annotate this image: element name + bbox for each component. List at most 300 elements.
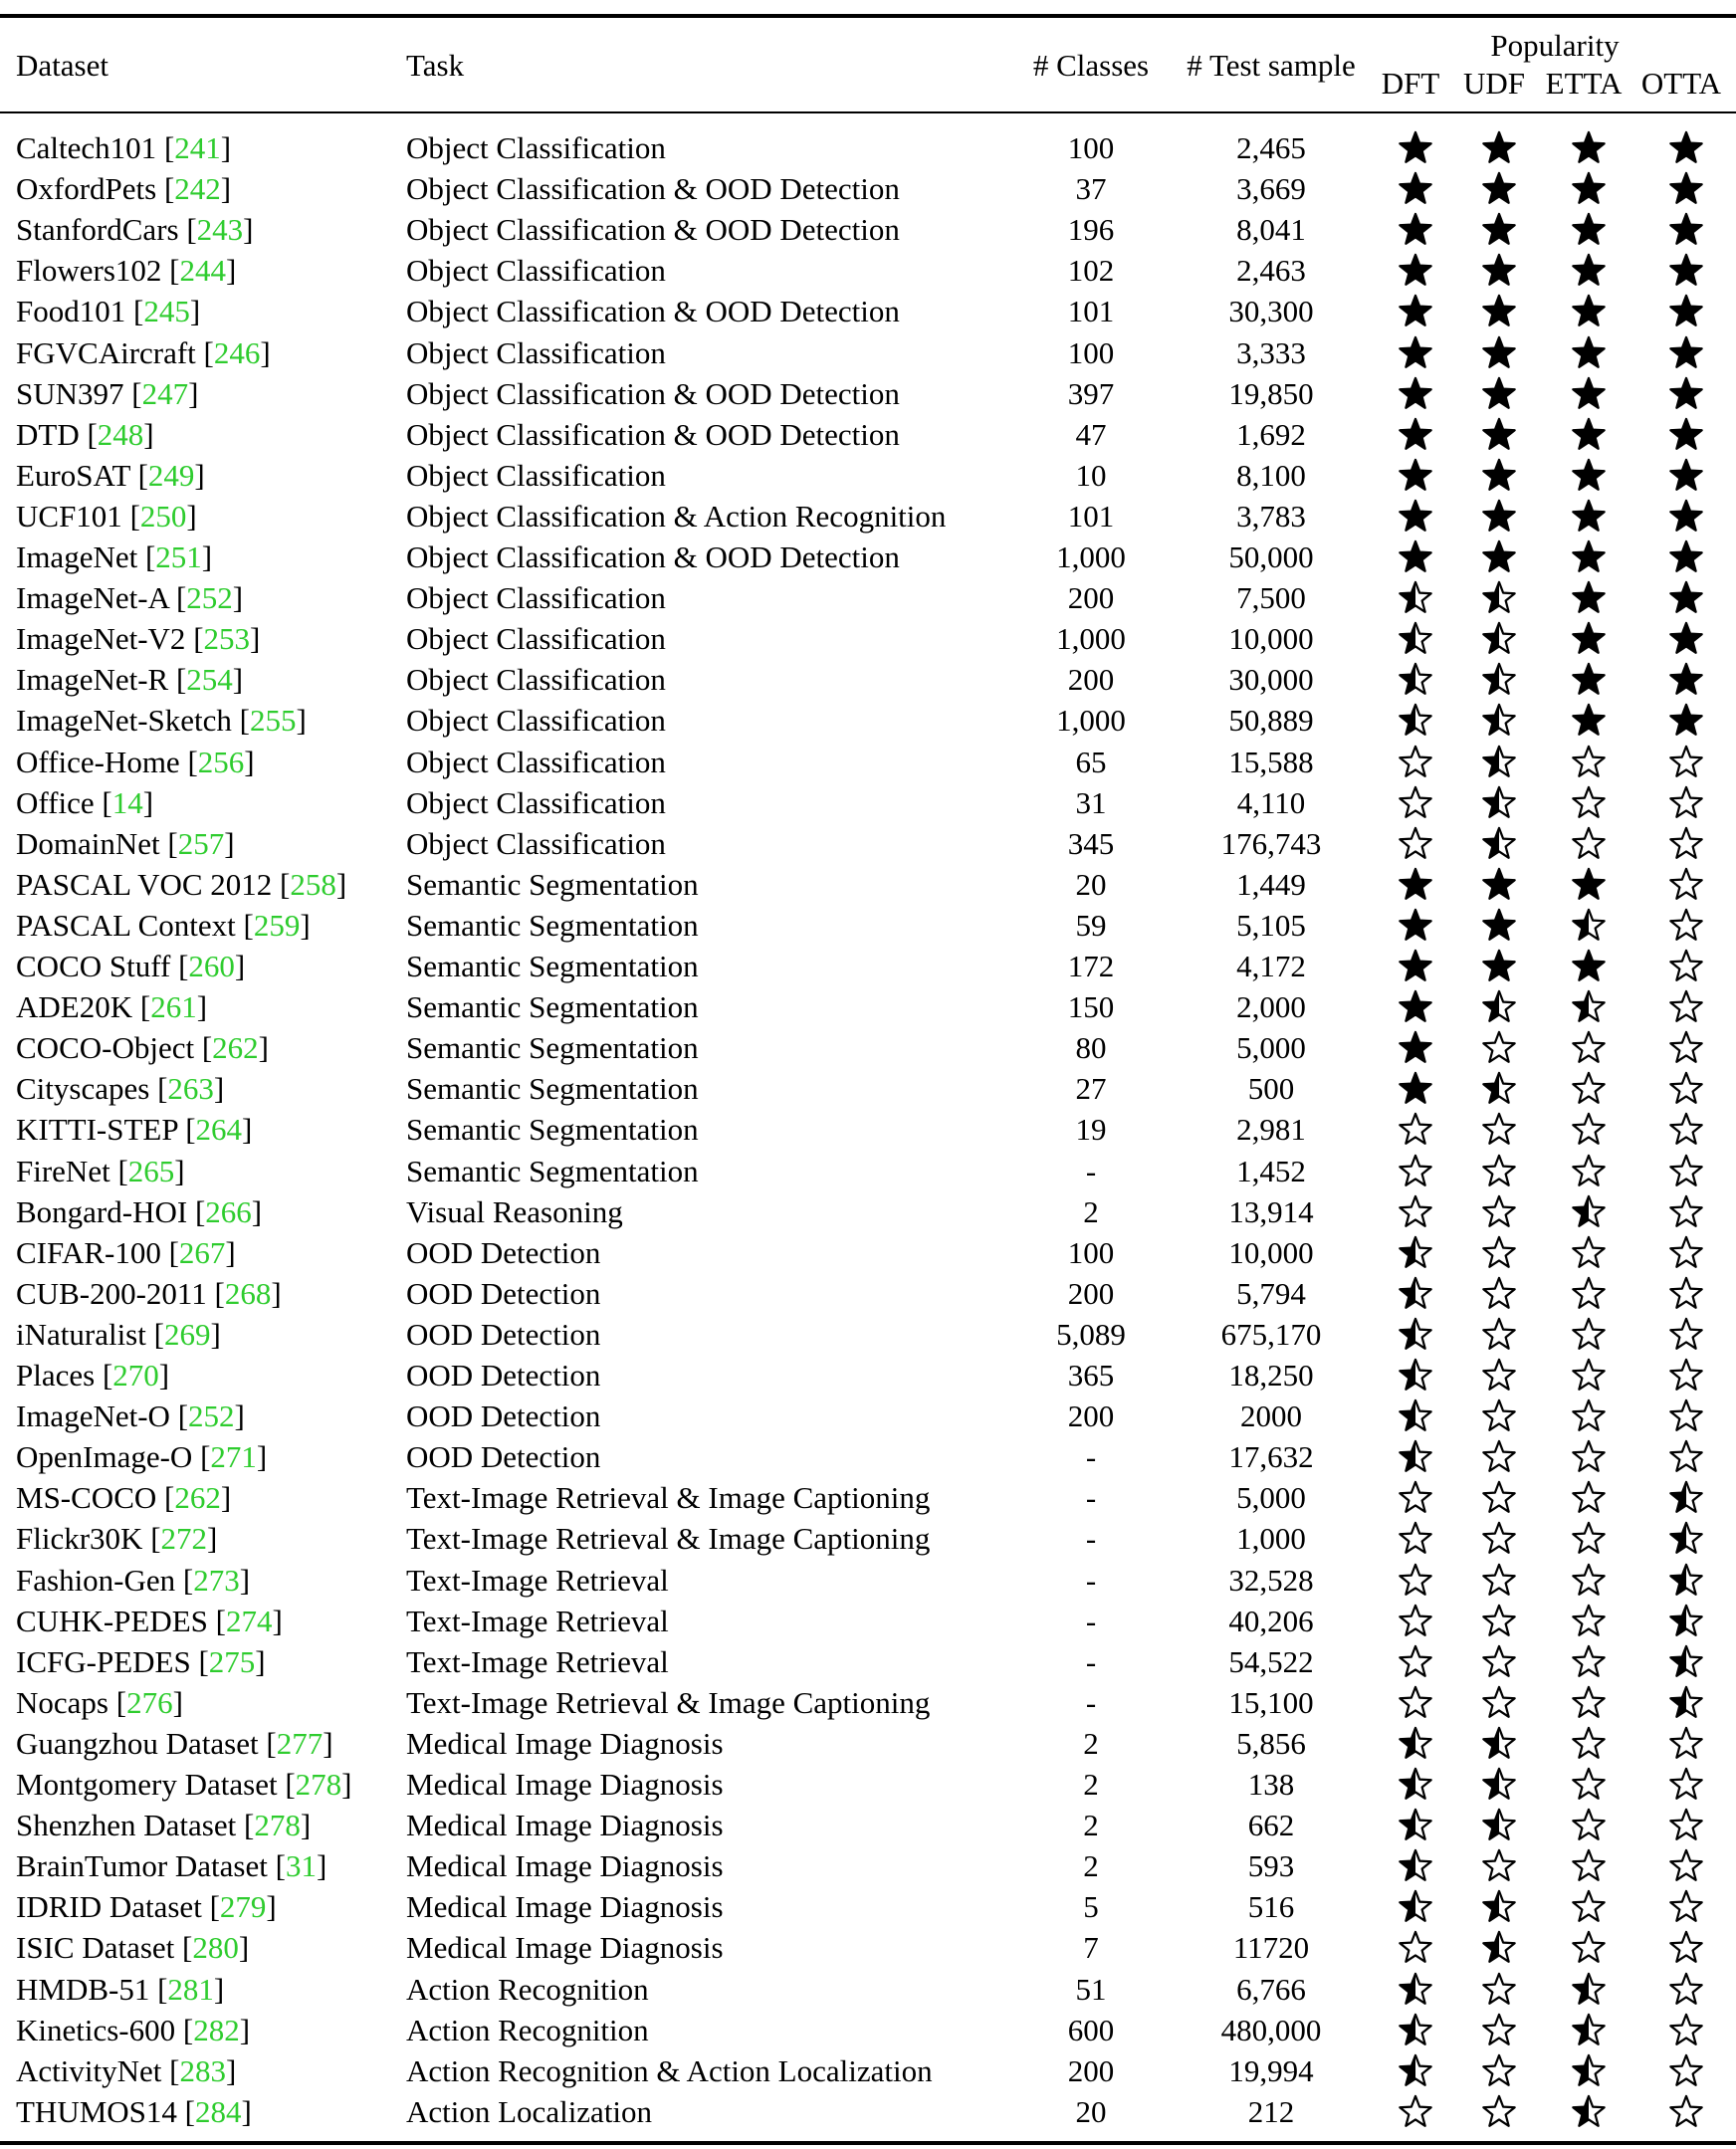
dataset-name: Places	[16, 1358, 96, 1393]
citation-link[interactable]: 261	[150, 989, 197, 1024]
filled-star-icon	[1480, 252, 1518, 290]
empty-star-icon	[1570, 1929, 1608, 1967]
dataset-name: Cityscapes	[16, 1071, 150, 1106]
dataset-name: FGVCAircraft	[16, 335, 196, 370]
empty-star-icon	[1480, 1684, 1518, 1722]
citation-link[interactable]: 246	[213, 335, 261, 370]
dataset-name-cell: Kinetics-600 [282]	[16, 2013, 251, 2047]
half-star-icon	[1397, 1807, 1434, 1844]
dataset-name-cell: Flowers102 [244]	[16, 253, 237, 288]
dataset-name: BrainTumor Dataset	[16, 1848, 268, 1883]
dataset-name: ImageNet-O	[16, 1398, 170, 1433]
dataset-name-cell: Fashion-Gen [273]	[16, 1563, 251, 1598]
classes-cell: 200	[1067, 1276, 1115, 1311]
citation-link[interactable]: 269	[163, 1317, 211, 1352]
dataset-name: Flowers102	[16, 253, 162, 288]
filled-star-icon	[1667, 334, 1705, 372]
classes-cell: 365	[1067, 1358, 1115, 1393]
header-classes: # Classes	[1032, 48, 1150, 83]
dataset-name: FireNet	[16, 1154, 110, 1188]
empty-star-icon	[1667, 2052, 1705, 2090]
citation-link[interactable]: 252	[186, 580, 233, 615]
empty-star-icon	[1480, 2052, 1518, 2090]
half-star-icon	[1570, 2052, 1608, 2090]
task-cell: Action Recognition	[406, 2013, 649, 2047]
test-sample-cell: 2000	[1240, 1398, 1302, 1433]
dataset-name-cell: ImageNet-A [252]	[16, 580, 244, 615]
test-sample-cell: 54,522	[1228, 1644, 1314, 1679]
empty-star-icon	[1570, 1234, 1608, 1272]
filled-star-icon	[1667, 252, 1705, 290]
dataset-name-cell: COCO Stuff [260]	[16, 949, 246, 983]
empty-star-icon	[1667, 1438, 1705, 1476]
empty-star-icon	[1480, 1603, 1518, 1640]
classes-cell: 200	[1067, 1398, 1115, 1433]
half-star-icon	[1570, 1971, 1608, 2009]
half-star-icon	[1480, 1807, 1518, 1844]
citation-link[interactable]: 256	[197, 745, 245, 779]
filled-star-icon	[1667, 620, 1705, 658]
filled-star-icon	[1397, 375, 1434, 413]
dataset-name: Fashion-Gen	[16, 1563, 176, 1598]
citation-link[interactable]: 264	[195, 1112, 243, 1147]
classes-cell: 2	[1083, 1194, 1099, 1229]
empty-star-icon	[1570, 1111, 1608, 1149]
empty-star-icon	[1397, 1603, 1434, 1640]
task-cell: OOD Detection	[406, 1235, 601, 1270]
test-sample-cell: 4,110	[1236, 785, 1306, 820]
test-sample-cell: 480,000	[1220, 2013, 1322, 2047]
half-star-icon	[1397, 1888, 1434, 1926]
test-sample-cell: 10,000	[1228, 1235, 1314, 1270]
task-cell: Object Classification	[406, 253, 666, 288]
dataset-name-cell: Flickr30K [272]	[16, 1521, 218, 1556]
dataset-name: ImageNet-Sketch	[16, 703, 232, 738]
empty-star-icon	[1667, 1153, 1705, 1190]
test-sample-cell: 8,041	[1236, 212, 1306, 247]
filled-star-icon	[1570, 129, 1608, 167]
half-star-icon	[1570, 988, 1608, 1026]
task-cell: Object Classification & OOD Detection	[406, 539, 900, 574]
test-sample-cell: 40,206	[1228, 1604, 1314, 1638]
dataset-name-cell: COCO-Object [262]	[16, 1030, 269, 1065]
dataset-name: ImageNet-V2	[16, 621, 186, 656]
citation-link[interactable]: 280	[192, 1930, 239, 1965]
citation-link[interactable]: 242	[174, 171, 221, 206]
dataset-name-cell: iNaturalist [269]	[16, 1317, 221, 1352]
empty-star-icon	[1667, 784, 1705, 822]
dataset-name: COCO Stuff	[16, 949, 171, 983]
classes-cell: 80	[1075, 1030, 1107, 1065]
empty-star-icon	[1570, 1479, 1608, 1517]
empty-star-icon	[1480, 1234, 1518, 1272]
empty-star-icon	[1667, 2012, 1705, 2049]
citation-link[interactable]: 31	[285, 1848, 317, 1883]
empty-star-icon	[1480, 1275, 1518, 1313]
filled-star-icon	[1570, 334, 1608, 372]
dataset-name-cell: THUMOS14 [284]	[16, 2094, 252, 2129]
classes-cell: 2	[1083, 1808, 1099, 1842]
citation-link[interactable]: 245	[143, 294, 190, 328]
dataset-name-cell: ImageNet-V2 [253]	[16, 621, 261, 656]
dataset-name-cell: StanfordCars [243]	[16, 212, 254, 247]
classes-cell: 100	[1067, 335, 1115, 370]
test-sample-cell: 7,500	[1236, 580, 1306, 615]
classes-cell: 102	[1067, 253, 1115, 288]
test-sample-cell: 32,528	[1228, 1563, 1314, 1598]
test-sample-cell: 18,250	[1228, 1358, 1314, 1393]
empty-star-icon	[1667, 1070, 1705, 1108]
citation-link[interactable]: 244	[179, 253, 226, 288]
dataset-name-cell: OxfordPets [242]	[16, 171, 232, 206]
half-star-icon	[1397, 1725, 1434, 1763]
half-star-icon	[1480, 784, 1518, 822]
test-sample-cell: 1,000	[1236, 1521, 1306, 1556]
classes-cell: 37	[1075, 171, 1107, 206]
citation-link[interactable]: 263	[167, 1071, 214, 1106]
half-star-icon	[1397, 1275, 1434, 1313]
dataset-name-cell: Cityscapes [263]	[16, 1071, 225, 1106]
task-cell: Text-Image Retrieval & Image Captioning	[406, 1480, 931, 1515]
task-cell: Object Classification	[406, 621, 666, 656]
citation-link[interactable]: 274	[225, 1604, 273, 1638]
dataset-name: ImageNet-A	[16, 580, 169, 615]
test-sample-cell: 5,000	[1236, 1480, 1306, 1515]
filled-star-icon	[1570, 661, 1608, 699]
dataset-name-cell: FireNet [265]	[16, 1154, 185, 1188]
dataset-name-cell: DomainNet [257]	[16, 826, 235, 861]
classes-cell: -	[1085, 1480, 1097, 1515]
citation-link[interactable]: 262	[174, 1480, 221, 1515]
empty-star-icon	[1667, 1357, 1705, 1395]
test-sample-cell: 3,783	[1236, 499, 1306, 534]
empty-star-icon	[1397, 1193, 1434, 1231]
filled-star-icon	[1397, 1029, 1434, 1067]
dataset-name-cell: IDRID Dataset [279]	[16, 1889, 277, 1924]
dataset-name-cell: FGVCAircraft [246]	[16, 335, 271, 370]
dataset-name: Office	[16, 785, 95, 820]
half-star-icon	[1667, 1643, 1705, 1681]
empty-star-icon	[1667, 825, 1705, 863]
half-star-icon	[1397, 1357, 1434, 1395]
half-star-icon	[1480, 1766, 1518, 1804]
test-sample-cell: 662	[1247, 1808, 1295, 1842]
dataset-name: UCF101	[16, 499, 122, 534]
classes-cell: 2	[1083, 1726, 1099, 1761]
task-cell: Semantic Segmentation	[406, 949, 699, 983]
dataset-name-cell: DTD [248]	[16, 417, 154, 452]
test-sample-cell: 19,850	[1228, 376, 1314, 411]
empty-star-icon	[1667, 1929, 1705, 1967]
half-star-icon	[1667, 1562, 1705, 1600]
classes-cell: -	[1085, 1521, 1097, 1556]
task-cell: Medical Image Diagnosis	[406, 1808, 724, 1842]
classes-cell: 200	[1067, 662, 1115, 697]
filled-star-icon	[1480, 293, 1518, 330]
task-cell: Object Classification	[406, 130, 666, 165]
test-sample-cell: 6,766	[1236, 1972, 1306, 2007]
half-star-icon	[1480, 988, 1518, 1026]
task-cell: Object Classification & OOD Detection	[406, 212, 900, 247]
task-cell: Object Classification	[406, 662, 666, 697]
filled-star-icon	[1480, 375, 1518, 413]
citation-link[interactable]: 249	[147, 458, 195, 493]
empty-star-icon	[1570, 784, 1608, 822]
half-star-icon	[1570, 2093, 1608, 2131]
empty-star-icon	[1480, 1971, 1518, 2009]
citation-link[interactable]: 265	[127, 1154, 175, 1188]
citation-link[interactable]: 259	[253, 908, 301, 943]
half-star-icon	[1397, 1397, 1434, 1435]
citation-link[interactable]: 247	[141, 376, 189, 411]
empty-star-icon	[1480, 1153, 1518, 1190]
empty-star-icon	[1667, 1111, 1705, 1149]
classes-cell: 1,000	[1056, 703, 1126, 738]
filled-star-icon	[1667, 498, 1705, 536]
citation-link[interactable]: 267	[178, 1235, 226, 1270]
empty-star-icon	[1397, 784, 1434, 822]
filled-star-icon	[1480, 498, 1518, 536]
citation-link[interactable]: 252	[188, 1398, 235, 1433]
citation-link[interactable]: 278	[295, 1767, 342, 1802]
dataset-name: Nocaps	[16, 1685, 108, 1720]
filled-star-icon	[1480, 866, 1518, 904]
dataset-name-cell: ICFG-PEDES [275]	[16, 1644, 266, 1679]
filled-star-icon	[1397, 211, 1434, 249]
classes-cell: 100	[1067, 130, 1115, 165]
citation-link[interactable]: 250	[139, 499, 187, 534]
dataset-name: Food101	[16, 294, 126, 328]
classes-cell: 101	[1067, 499, 1115, 534]
header-dataset: Dataset	[16, 48, 108, 83]
test-sample-cell: 500	[1247, 1071, 1295, 1106]
half-star-icon	[1667, 1684, 1705, 1722]
citation-link[interactable]: 272	[160, 1521, 208, 1556]
dataset-name-cell: Food101 [245]	[16, 294, 201, 328]
classes-cell: 600	[1067, 2013, 1115, 2047]
citation-link[interactable]: 279	[219, 1889, 267, 1924]
half-star-icon	[1397, 661, 1434, 699]
filled-star-icon	[1397, 457, 1434, 495]
empty-star-icon	[1480, 1397, 1518, 1435]
dataset-name-cell: HMDB-51 [281]	[16, 1972, 225, 2007]
citation-link[interactable]: 243	[196, 212, 244, 247]
task-cell: OOD Detection	[406, 1276, 601, 1311]
dataset-name-cell: KITTI-STEP [264]	[16, 1112, 253, 1147]
dataset-name: HMDB-51	[16, 1972, 150, 2007]
citation-link[interactable]: 283	[179, 2053, 226, 2088]
test-sample-cell: 5,856	[1236, 1726, 1306, 1761]
filled-star-icon	[1570, 252, 1608, 290]
task-cell: Object Classification	[406, 703, 666, 738]
filled-star-icon	[1570, 211, 1608, 249]
empty-star-icon	[1397, 1929, 1434, 1967]
citation-link[interactable]: 277	[276, 1726, 324, 1761]
half-star-icon	[1397, 620, 1434, 658]
dataset-name: Office-Home	[16, 745, 180, 779]
empty-star-icon	[1397, 1111, 1434, 1149]
filled-star-icon	[1667, 457, 1705, 495]
classes-cell: 5,089	[1056, 1317, 1126, 1352]
dataset-name: Montgomery Dataset	[16, 1767, 278, 1802]
dataset-name: Flickr30K	[16, 1521, 143, 1556]
filled-star-icon	[1570, 375, 1608, 413]
filled-star-icon	[1570, 293, 1608, 330]
citation-link[interactable]: 281	[167, 1972, 214, 2007]
dataset-name: PASCAL Context	[16, 908, 236, 943]
task-cell: Semantic Segmentation	[406, 1030, 699, 1065]
empty-star-icon	[1570, 1520, 1608, 1558]
test-sample-cell: 2,465	[1236, 130, 1306, 165]
filled-star-icon	[1667, 293, 1705, 330]
dataset-name: iNaturalist	[16, 1317, 146, 1352]
citation-link[interactable]: 258	[290, 867, 336, 902]
dataset-name: IDRID Dataset	[16, 1889, 202, 1924]
half-star-icon	[1397, 1438, 1434, 1476]
citation-link[interactable]: 248	[97, 417, 144, 452]
table-header-rule	[0, 111, 1736, 113]
task-cell: Semantic Segmentation	[406, 1154, 699, 1188]
empty-star-icon	[1397, 2093, 1434, 2131]
test-sample-cell: 1,452	[1236, 1154, 1306, 1188]
dataset-name: ICFG-PEDES	[16, 1644, 191, 1679]
filled-star-icon	[1480, 416, 1518, 454]
empty-star-icon	[1667, 1888, 1705, 1926]
filled-star-icon	[1397, 170, 1434, 208]
dataset-name: PASCAL VOC 2012	[16, 867, 273, 902]
citation-link[interactable]: 278	[254, 1808, 301, 1842]
empty-star-icon	[1480, 1520, 1518, 1558]
task-cell: Semantic Segmentation	[406, 1071, 699, 1106]
task-cell: Object Classification	[406, 785, 666, 820]
dataset-name: COCO-Object	[16, 1030, 195, 1065]
test-sample-cell: 11720	[1232, 1930, 1310, 1965]
empty-star-icon	[1397, 1520, 1434, 1558]
task-cell: Medical Image Diagnosis	[406, 1848, 724, 1883]
filled-star-icon	[1667, 170, 1705, 208]
citation-link[interactable]: 270	[112, 1358, 159, 1393]
header-pop-etta: ETTA	[1545, 66, 1623, 101]
citation-link[interactable]: 262	[212, 1030, 259, 1065]
empty-star-icon	[1397, 1479, 1434, 1517]
dataset-name-cell: ImageNet-R [254]	[16, 662, 244, 697]
classes-cell: 172	[1067, 949, 1115, 983]
classes-cell: -	[1085, 1604, 1097, 1638]
empty-star-icon	[1570, 1153, 1608, 1190]
empty-star-icon	[1570, 1275, 1608, 1313]
half-star-icon	[1397, 1971, 1434, 2009]
dataset-name-cell: Montgomery Dataset [278]	[16, 1767, 352, 1802]
dataset-name-cell: Bongard-HOI [266]	[16, 1194, 263, 1229]
citation-link[interactable]: 251	[155, 539, 202, 574]
filled-star-icon	[1667, 661, 1705, 699]
filled-star-icon	[1480, 538, 1518, 576]
filled-star-icon	[1397, 498, 1434, 536]
filled-star-icon	[1667, 579, 1705, 617]
header-test-sample: # Test sample	[1187, 48, 1356, 83]
classes-cell: -	[1085, 1154, 1097, 1188]
citation-link[interactable]: 268	[224, 1276, 272, 1311]
empty-star-icon	[1667, 744, 1705, 781]
citation-link[interactable]: 271	[210, 1439, 257, 1474]
citation-link[interactable]: 266	[205, 1194, 252, 1229]
header-pop-dft: DFT	[1381, 66, 1440, 101]
classes-cell: 31	[1075, 785, 1107, 820]
empty-star-icon	[1570, 1643, 1608, 1681]
citation-link[interactable]: 255	[250, 703, 297, 738]
dataset-name-cell: OpenImage-O [271]	[16, 1439, 268, 1474]
filled-star-icon	[1397, 866, 1434, 904]
task-cell: Object Classification & OOD Detection	[406, 294, 900, 328]
test-sample-cell: 13,914	[1228, 1194, 1314, 1229]
classes-cell: -	[1085, 1439, 1097, 1474]
half-star-icon	[1397, 1766, 1434, 1804]
empty-star-icon	[1667, 2093, 1705, 2131]
citation-link[interactable]: 260	[188, 949, 235, 983]
citation-link[interactable]: 273	[193, 1563, 240, 1598]
test-sample-cell: 138	[1247, 1767, 1295, 1802]
empty-star-icon	[1480, 1847, 1518, 1885]
filled-star-icon	[1570, 457, 1608, 495]
half-star-icon	[1667, 1520, 1705, 1558]
citation-link[interactable]: 257	[177, 826, 225, 861]
half-star-icon	[1480, 825, 1518, 863]
test-sample-cell: 675,170	[1220, 1317, 1322, 1352]
dataset-name: StanfordCars	[16, 212, 179, 247]
empty-star-icon	[1397, 1562, 1434, 1600]
filled-star-icon	[1667, 129, 1705, 167]
dataset-name-cell: CUHK-PEDES [274]	[16, 1604, 283, 1638]
empty-star-icon	[1480, 1562, 1518, 1600]
empty-star-icon	[1667, 1847, 1705, 1885]
half-star-icon	[1480, 1070, 1518, 1108]
citation-link[interactable]: 276	[126, 1685, 173, 1720]
filled-star-icon	[1480, 457, 1518, 495]
dataset-name: KITTI-STEP	[16, 1112, 178, 1147]
citation-link[interactable]: 241	[174, 130, 221, 165]
task-cell: Medical Image Diagnosis	[406, 1930, 724, 1965]
half-star-icon	[1397, 1847, 1434, 1885]
filled-star-icon	[1667, 416, 1705, 454]
half-star-icon	[1480, 1888, 1518, 1926]
empty-star-icon	[1570, 1316, 1608, 1354]
filled-star-icon	[1480, 170, 1518, 208]
citation-link[interactable]: 253	[203, 621, 251, 656]
citation-link[interactable]: 282	[193, 2013, 240, 2047]
citation-link[interactable]: 14	[111, 785, 143, 820]
classes-cell: 1,000	[1056, 621, 1126, 656]
task-cell: Object Classification	[406, 826, 666, 861]
test-sample-cell: 17,632	[1228, 1439, 1314, 1474]
dataset-name: CUB-200-2011	[16, 1276, 207, 1311]
empty-star-icon	[1570, 1847, 1608, 1885]
filled-star-icon	[1397, 907, 1434, 945]
dataset-name-cell: ImageNet-Sketch [255]	[16, 703, 307, 738]
filled-star-icon	[1667, 702, 1705, 740]
citation-link[interactable]: 275	[208, 1644, 256, 1679]
empty-star-icon	[1570, 744, 1608, 781]
empty-star-icon	[1480, 1316, 1518, 1354]
empty-star-icon	[1570, 1029, 1608, 1067]
filled-star-icon	[1397, 129, 1434, 167]
task-cell: Medical Image Diagnosis	[406, 1767, 724, 1802]
citation-link[interactable]: 254	[186, 662, 233, 697]
filled-star-icon	[1397, 988, 1434, 1026]
test-sample-cell: 15,100	[1228, 1685, 1314, 1720]
citation-link[interactable]: 284	[194, 2094, 242, 2129]
dataset-name-cell: ADE20K [261]	[16, 989, 208, 1024]
classes-cell: 51	[1075, 1972, 1107, 2007]
